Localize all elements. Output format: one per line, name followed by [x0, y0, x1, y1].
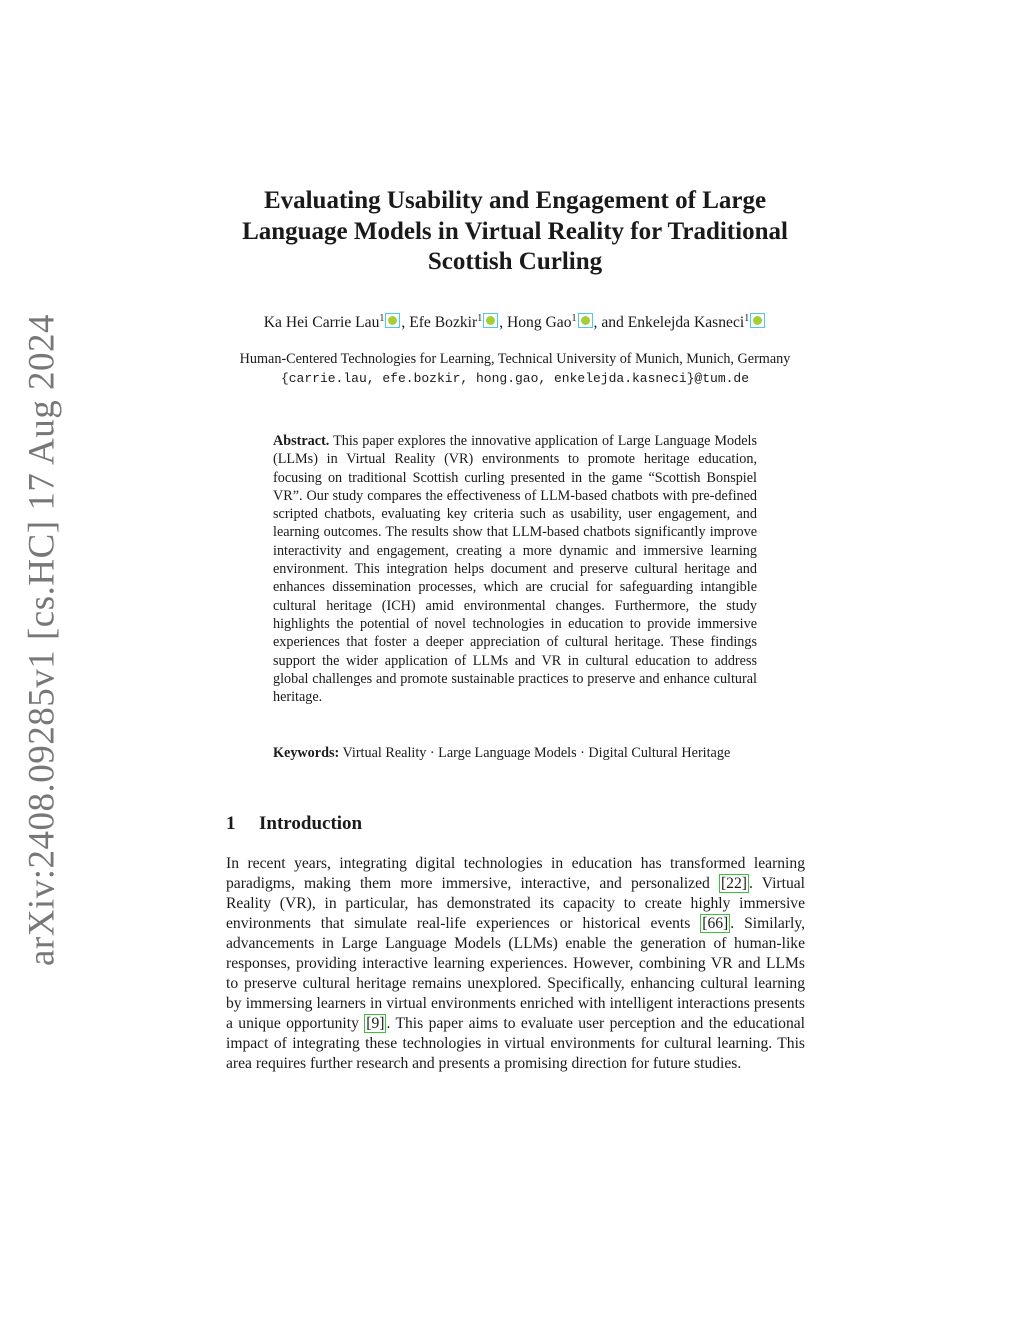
author-affil-sup: 1: [744, 313, 750, 324]
citation-link[interactable]: [22]: [720, 875, 747, 893]
author-name: Ka Hei Carrie Lau: [263, 314, 380, 331]
author-name: Enkelejda Kasneci: [627, 314, 745, 331]
abstract-label: Abstract.: [273, 433, 330, 449]
intro-paragraph: [226, 854, 805, 1075]
author-list: [200, 312, 830, 333]
keywords-text: Virtual Reality · Large Language Models · Digital Cultural Heritage: [342, 745, 731, 761]
intro-text-2: . Virtual Reality (VR), in particular, has demonstrated its capacity to create highly immersive environments that simulate real-life experiences or historical events: [226, 875, 805, 933]
abstract-text: This paper explores the innovative application of Large Language Models (LLMs) in Virtual Reality (VR) environments to promote heritage education, focusing on traditional Scottish curling presented in the game “Scottish Bonspiel VR”. Our study compares the effectiveness of LLM-based chatbots with pre-defined scripted chatbots, evaluating key criteria such as usability, user engagement, and learning outcomes. The results show that LLM-based chatbots significantly improve interactivity and engagement, creating a more dynamic and immersive learning environment. This integration helps document and preserve cultural heritage and enhances dissemination processes, which are crucial for safeguarding intangible cultural heritage (ICH) amid environmental changes. Furthermore, the study highlights the potential of novel technologies in education to provide immersive experiences that foster a deeper appreciation of cultural heritage. These findings support the wider application of LLMs and VR in cultural education to address global challenges and promote sustainable practices to preserve and enhance cultural heritage.: [273, 433, 757, 706]
orcid-icon[interactable]: [750, 313, 765, 328]
section-number: 1: [226, 813, 236, 834]
keywords-label: Keywords:: [273, 745, 340, 761]
author-name: Efe Bozkir: [409, 314, 478, 331]
author-separator: , and: [593, 314, 628, 331]
citation-link[interactable]: [9]: [366, 1015, 385, 1033]
affiliation: [200, 350, 830, 388]
author-separator: ,: [401, 314, 410, 331]
arxiv-side-stamp[interactable]: arXiv:2408.09285v1 [cs.HC] 17 Aug 2024: [21, 313, 63, 967]
author-affil-sup: 1: [571, 313, 577, 324]
section-title: Introduction: [259, 813, 363, 834]
orcid-icon[interactable]: [483, 313, 498, 328]
author-separator: ,: [499, 314, 507, 331]
affiliation-text: Human-Centered Technologies for Learning, Technical University of Munich, Munich, Germany: [239, 351, 791, 367]
author-affil-sup: 1: [477, 313, 483, 324]
intro-text-3: . Similarly, advancements in Large Language Models (LLMs) enable the generation of human-like responses, providing interactive learning experiences. However, combining VR and LLMs to preserve cultural heritage remains unexplored. Specifically, enhancing cultural learning by immersing learners in virtual environments enriched with intelligent interactions presents a unique opportunity: [226, 915, 805, 1033]
keywords: [273, 744, 757, 762]
orcid-icon[interactable]: [578, 313, 593, 328]
intro-text-1: In recent years, integrating digital technologies in education has transformed learning paradigms, making them more immersive, interactive, and personalized: [226, 855, 805, 893]
citation-link[interactable]: [66]: [702, 915, 729, 933]
author-affil-sup: 1: [379, 313, 385, 324]
intro-text-4: . This paper aims to evaluate user perception and the educational impact of integrating these technologies in virtual environments for cultural learning. This area requires further research and presents a promising direction for future studies.: [226, 1015, 806, 1073]
author-emails: {carrie.lau, efe.bozkir, hong.gao, enkelejda.kasneci}@tum.de: [280, 371, 750, 386]
author-name: Hong Gao: [506, 314, 572, 331]
paper-title: Evaluating Usability and Engagement of Large Language Models in Virtual Reality for Traditional Scottish Curling: [242, 187, 788, 275]
abstract: [273, 432, 757, 706]
section-heading: [226, 812, 362, 836]
orcid-icon[interactable]: [385, 313, 400, 328]
